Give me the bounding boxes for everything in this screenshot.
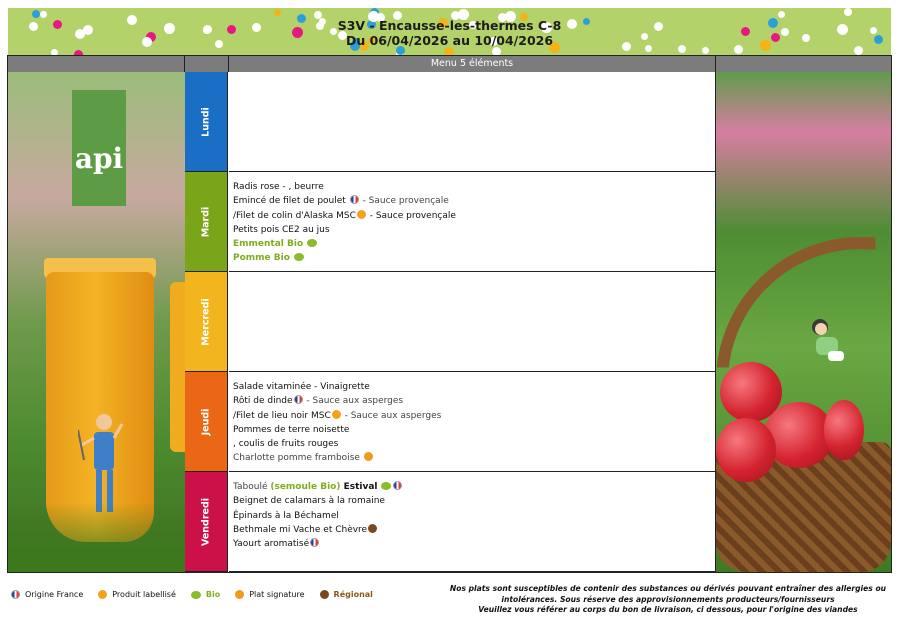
label-icon xyxy=(357,210,366,219)
apple-image xyxy=(824,400,864,460)
regional-icon xyxy=(368,524,377,533)
menu-item-text: , coulis de fruits rouges xyxy=(233,439,339,450)
day-label: Mercredi xyxy=(200,297,212,346)
menu-item xyxy=(233,523,715,537)
menu-item-text: Radis rose - , beurre xyxy=(233,182,324,192)
day-cell-jeudi xyxy=(185,372,228,472)
signature-icon xyxy=(364,452,373,461)
menu-item-text: Estival xyxy=(340,482,378,492)
legend-signature: Plat signature xyxy=(249,590,305,599)
menu-item xyxy=(233,209,715,223)
regional-icon xyxy=(320,590,329,599)
legend-bio: Bio xyxy=(205,590,221,599)
menu-item-text: Yaourt aromatisé xyxy=(233,539,310,550)
menu-item xyxy=(233,537,715,551)
menu-item xyxy=(233,451,715,465)
page-title: S3V - Encausse-les-thermes C-8 xyxy=(337,18,562,33)
confetti-dot xyxy=(32,10,40,18)
legend xyxy=(10,590,373,599)
signature-icon xyxy=(235,590,244,599)
menu-item-text: /Filet de lieu noir MSC xyxy=(233,410,331,421)
menu-header-label: Menu 5 éléments xyxy=(430,58,514,69)
day-label: Lundi xyxy=(200,106,212,137)
menu-item-text: (semoule Bio) xyxy=(270,482,341,492)
menu-item xyxy=(233,194,715,208)
menu-item-text: Emmental Bio xyxy=(233,239,307,250)
day-label: Jeudi xyxy=(200,408,212,435)
left-header-cell xyxy=(8,56,185,72)
menu-item-text: Pomme Bio xyxy=(233,253,294,264)
day-header-cell xyxy=(185,56,229,72)
bio-icon xyxy=(191,591,201,599)
menu-item xyxy=(233,409,715,423)
menu-cell-vendredi xyxy=(229,472,716,572)
menu-grid xyxy=(7,55,892,573)
grass-image xyxy=(8,502,185,572)
day-cell-lundi xyxy=(185,72,228,172)
menu-item xyxy=(233,394,715,408)
api-logo: api xyxy=(72,90,126,206)
notice-line: intolérances. Sous réserve des approvisionnements producteurs/fournisseurs xyxy=(501,594,835,604)
confetti-dot xyxy=(844,8,852,16)
day-label: Vendredi xyxy=(200,497,212,546)
menu-cell-mercredi xyxy=(229,272,716,372)
menu-item-text: Salade vitaminée - Vinaigrette xyxy=(233,382,370,392)
menu-item-text: Beignet de calamars à la romaine xyxy=(233,496,385,507)
legend-origine: Origine France xyxy=(25,590,84,599)
date-range: Du 06/04/2026 au 10/04/2026 xyxy=(345,33,554,48)
menu-item-text: - Sauce provençale xyxy=(359,196,449,207)
menu-item xyxy=(233,494,715,508)
menu-cell-mardi xyxy=(229,172,716,272)
menu-cell-jeudi xyxy=(229,372,716,472)
confetti-dot xyxy=(40,11,47,18)
day-cell-mercredi xyxy=(185,272,228,372)
legend-label: Produit labellisé xyxy=(112,590,176,599)
menu-item xyxy=(233,480,715,494)
menu-item-text: /Filet de colin d'Alaska MSC xyxy=(233,210,356,221)
menu-item-text: Taboulé xyxy=(233,482,271,492)
confetti-dot xyxy=(702,47,709,54)
france-flag-icon xyxy=(294,395,303,404)
menu-item-text: Épinards à la Béchamel xyxy=(233,510,339,521)
notice-line: Nos plats sont susceptibles de contenir des substances ou dérivés pouvant entraîner des allergies ou xyxy=(449,584,887,593)
confetti-dot xyxy=(778,11,785,18)
notice-line: Veuillez vous référer au corps du bon de livraison, ci dessous, pour l'origine des viandes xyxy=(478,605,858,614)
france-flag-icon xyxy=(11,590,20,599)
menu-item-text: Pommes de terre noisette xyxy=(233,424,350,435)
france-flag-icon xyxy=(393,481,402,490)
bio-icon xyxy=(294,253,304,261)
menu-item xyxy=(233,423,715,437)
right-photo-apples xyxy=(716,72,891,572)
menu-item-text: Petits pois CE2 au jus xyxy=(233,224,330,235)
menu-item-text: Bethmale mi Vache et Chèvre xyxy=(233,524,368,535)
confetti-dot xyxy=(274,9,281,16)
menu-item xyxy=(233,380,715,394)
child-figure-icon xyxy=(806,317,851,372)
apple-image xyxy=(716,418,776,482)
menu-item-text: Charlotte pomme framboise xyxy=(233,453,363,464)
menu-item xyxy=(233,437,715,451)
menu-item xyxy=(233,251,715,265)
second-boot-image xyxy=(170,282,185,452)
left-photo-boots xyxy=(8,72,185,572)
france-flag-icon xyxy=(310,538,319,547)
menu-item xyxy=(233,223,715,237)
menu-item-text: - Sauce provençale xyxy=(366,210,456,221)
allergy-notice xyxy=(440,584,896,616)
menu-item-text: - Sauce aux asperges xyxy=(341,410,442,421)
menu-cell-lundi xyxy=(229,72,716,172)
right-header-cell xyxy=(716,56,891,72)
menu-item xyxy=(233,180,715,194)
menu-item-text xyxy=(378,482,381,492)
menu-item-text: - Sauce aux asperges xyxy=(303,396,404,407)
menu-item-text: Rôti de dinde xyxy=(233,396,293,407)
menu-header-cell xyxy=(229,56,716,72)
menu-item xyxy=(233,509,715,523)
bio-icon xyxy=(381,482,391,490)
bio-icon xyxy=(307,239,317,247)
france-flag-icon xyxy=(350,195,359,204)
menu-item xyxy=(233,237,715,251)
day-label: Mardi xyxy=(200,206,212,237)
label-icon xyxy=(332,410,341,419)
day-cell-mardi xyxy=(185,172,228,272)
legend-regional: Régional xyxy=(333,590,373,599)
label-icon xyxy=(98,590,107,599)
day-cell-vendredi xyxy=(185,472,228,572)
menu-item-text: Emincé de filet de poulet xyxy=(233,196,349,207)
page-header xyxy=(8,8,891,56)
